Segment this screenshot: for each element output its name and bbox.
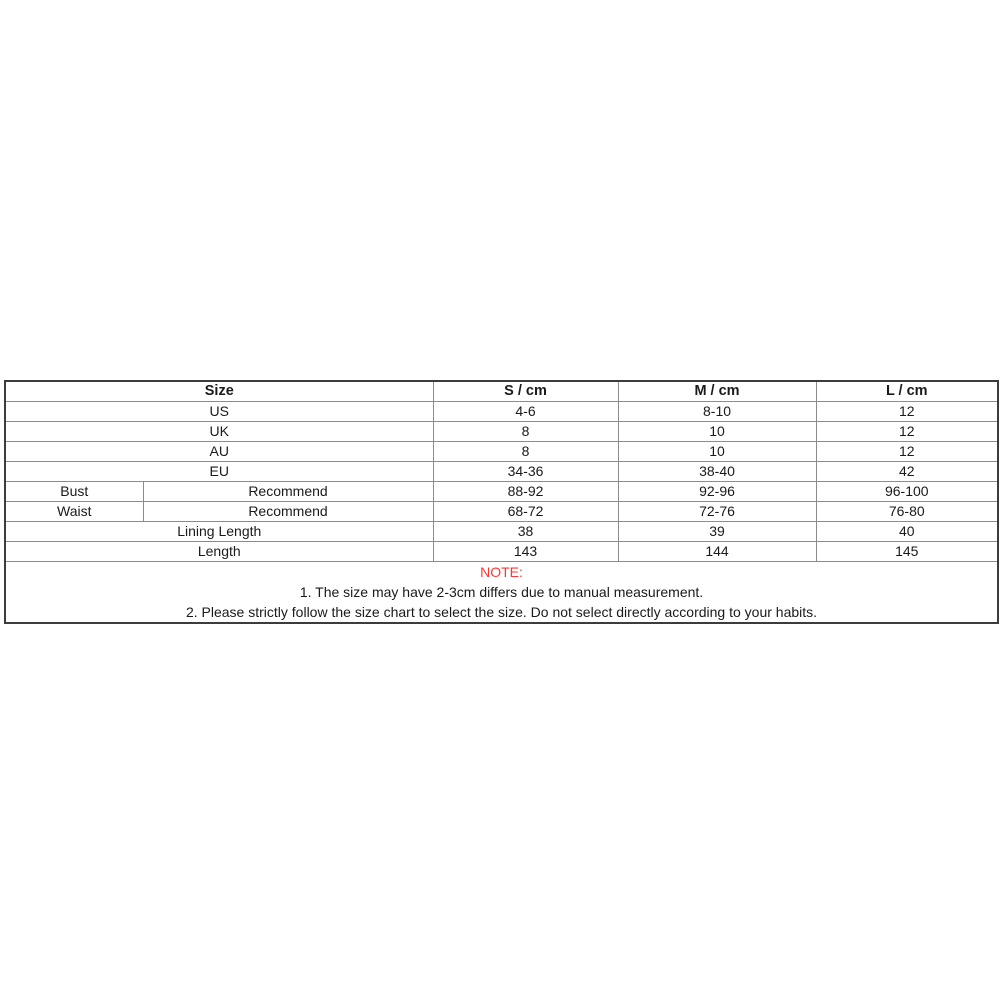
header-size: Size [5,381,433,401]
table-cell: 40 [816,521,998,541]
table-row-uk [5,421,998,441]
row-label-us: US [5,401,433,421]
table-cell: 39 [618,521,816,541]
table-cell: 42 [816,461,998,481]
table-cell: 38-40 [618,461,816,481]
table-cell: 8 [433,441,618,461]
row-sublabel-recommend: Recommend [143,481,433,501]
table-row-lining-length [5,521,998,541]
table-cell: 34-36 [433,461,618,481]
table-cell: 96-100 [816,481,998,501]
header-s-cm: S / cm [433,381,618,401]
note-line-1: 1. The size may have 2-3cm differs due to manual measurement. [299,583,704,600]
table-cell: 68-72 [433,501,618,521]
note-line-2: 2. Please strictly follow the size chart to select the size. Do not select directly according to your habits. [185,603,818,620]
table-cell: 12 [816,401,998,421]
table-cell: 4-6 [433,401,618,421]
table-cell: 92-96 [618,481,816,501]
header-l-cm: L / cm [816,381,998,401]
row-label-bust: Bust [5,481,143,501]
table-cell: 76-80 [816,501,998,521]
table-cell: 8 [433,421,618,441]
table-cell: 10 [618,421,816,441]
size-chart-table [4,380,999,624]
table-cell: 145 [816,541,998,561]
row-label-lining-length: Lining Length [5,521,433,541]
note-section [5,561,998,623]
table-row-bust [5,481,998,501]
table-row-au [5,441,998,461]
note-title: NOTE: [480,563,523,580]
table-note-row [5,561,998,623]
table-cell: 10 [618,441,816,461]
table-cell: 88-92 [433,481,618,501]
row-label-eu: EU [5,461,433,481]
row-sublabel-recommend: Recommend [143,501,433,521]
row-label-length: Length [5,541,433,561]
table-header-row [5,381,998,401]
row-label-uk: UK [5,421,433,441]
table-cell: 38 [433,521,618,541]
row-label-au: AU [5,441,433,461]
table-row-waist [5,501,998,521]
table-row-length [5,541,998,561]
table-row-us [5,401,998,421]
table-row-eu [5,461,998,481]
table-cell: 12 [816,441,998,461]
table-cell: 143 [433,541,618,561]
table-cell: 12 [816,421,998,441]
row-label-waist: Waist [5,501,143,521]
header-m-cm: M / cm [618,381,816,401]
table-cell: 8-10 [618,401,816,421]
table-cell: 144 [618,541,816,561]
table-cell: 72-76 [618,501,816,521]
